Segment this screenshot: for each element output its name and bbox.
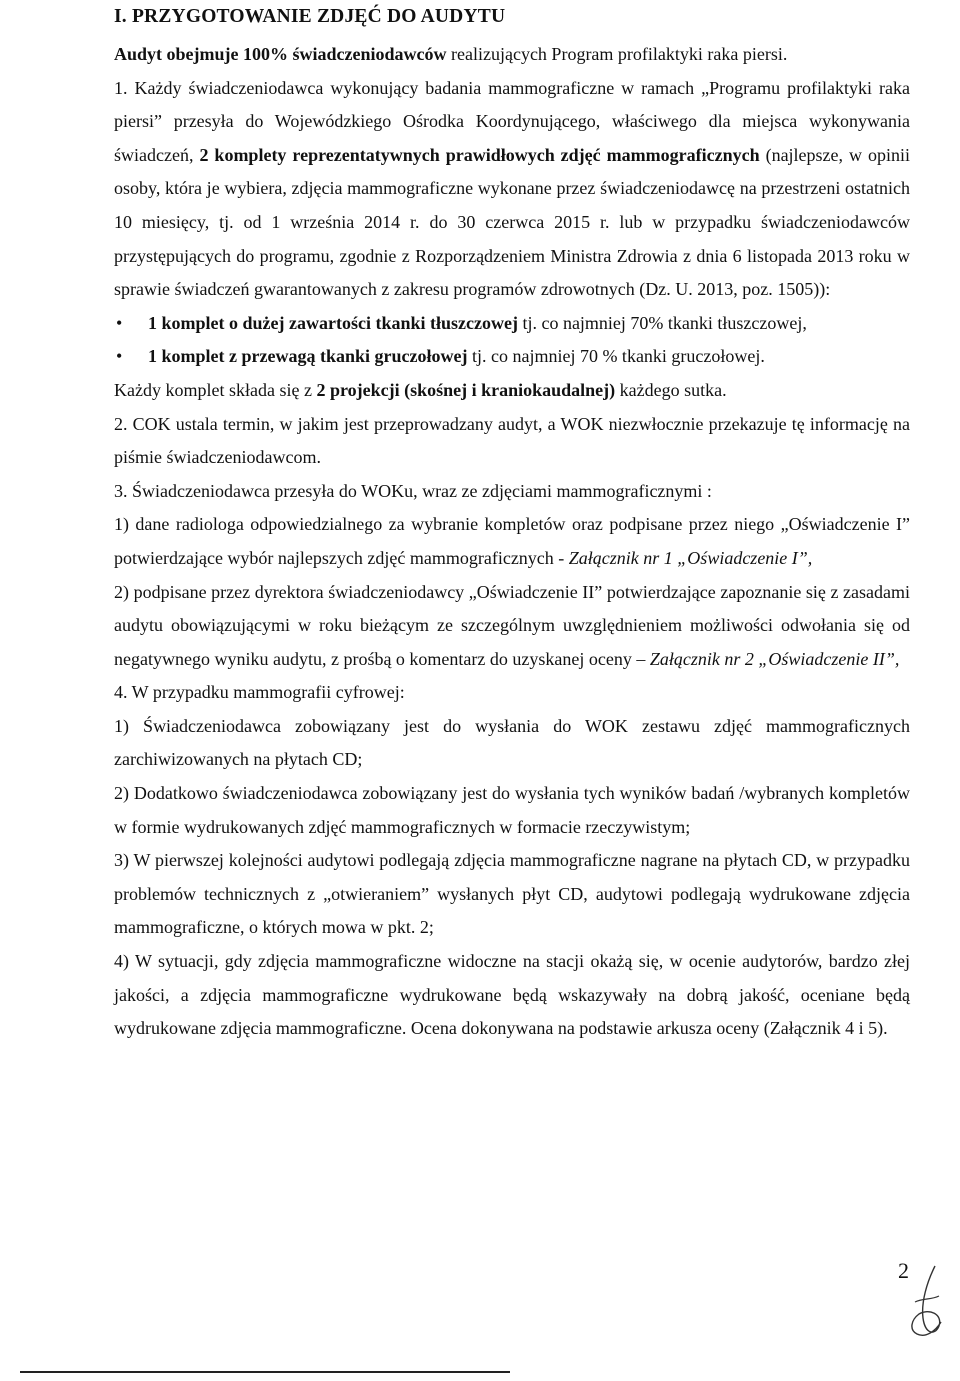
bullet1-bold: 1 komplet o dużej zawartości tkanki tłuszczowej: [148, 312, 518, 333]
d3: każdego sutka.: [615, 379, 727, 400]
intro-paragraph: [114, 38, 910, 72]
s3p2-text: 2) podpisane przez dyrektora świadczeniodawcy „Oświadczenie II” potwierdzające zapoznanie się z zasadami audytu obowiązującymi w roku bieżącym ze szczególnym uwzględnieniem możliwości odwołania się od negatywnego wyniku audytu, z prośbą o komentarz do uzyskanej oceny –: [114, 581, 910, 669]
footer-line: [20, 1371, 510, 1373]
section-4-point-1: 1) Świadczeniodawca zobowiązany jest do wysłania do WOK zestawu zdjęć mammograficznych zarchiwizowanych na płytach CD;: [114, 715, 910, 770]
s3p1-text: 1) dane radiologa odpowiedzialnego za wybranie kompletów oraz podpisane przez niego „Oświadczenie I” potwierdzające wybór najlepszych zdjęć mammograficznych -: [114, 514, 910, 568]
bullet-item-fat: [114, 307, 910, 341]
section-3-point-2: [114, 576, 910, 677]
bullet2-rest: tj. co najmniej 70 % tkanki gruczołowej.: [467, 346, 765, 367]
intro-rest: realizujących Program profilaktyki raka piersi.: [446, 44, 788, 64]
s3p2-italic: Załącznik nr 2 „Oświadczenie II”,: [649, 648, 900, 669]
bullet-list: [114, 307, 910, 374]
intro-bold: Audyt obejmuje 100% świadczeniodawców: [114, 44, 447, 64]
bullet-item-glandular: [114, 340, 910, 374]
s1-text-a: 1. Każdy świadczeniodawca wykonujący badania mammograficzne w ramach „Programu profilaktyki raka piersi” przesyła do Wojewódzkiego Ośrodka Koordynującego, właściwego dla miejsca wykonywania świadczeń,: [114, 77, 910, 165]
bullet1-rest: tj. co najmniej 70% tkanki tłuszczowej,: [517, 312, 807, 333]
section-4-point-3: 3) W pierwszej kolejności audytowi podlegają zdjęcia mammograficzne nagrane na płytach CD, w przypadku problemów technicznych z „otwieraniem” wysłanych płyt CD, audytowi podlegają wydrukowane zdjęcia mammograficzne, o których mowa w pkt. 2;: [114, 850, 910, 938]
section-4-point-2: 2) Dodatkowo świadczeniodawca zobowiązany jest do wysłania tych wyników badań /wybranych kompletów w formie wydrukowanych zdjęć mammograficznych w formacie rzeczywistym;: [114, 783, 910, 837]
signature-mark: [905, 1262, 945, 1342]
s1-text-c: (najlepsze, w opinii osoby, która je wybiera, zdjęcia mammograficzne wykonane przez świadczeniodawcę na przestrzeni ostatnich 10 miesięcy, tj. od 1 września 2014 r. do 30 czerwca 2015 r. lub w przypadku świadczeniodawców przystępujących do programu, zgodnie z Rozporządzeniem Ministra Zdrowia z dnia 6 listopada 2013 roku w sprawie świadczeń gwarantowanych z zakresu programów zdrowotnych (Dz. U. 2013, poz. 1505)):: [114, 144, 910, 300]
s1-bold-b: 2 komplety reprezentatywnych prawidłowych zdjęć mammograficznych: [199, 144, 760, 165]
d2: 2 projekcji (skośnej i kraniokaudalnej): [316, 379, 616, 400]
section-2-paragraph: 2. COK ustala termin, w jakim jest przeprowadzany audyt, a WOK niezwłocznie przekazuje tę informację na piśmie świadczeniodawcom.: [114, 413, 910, 468]
section-heading: I. PRZYGOTOWANIE ZDJĘĆ DO AUDYTU: [114, 6, 506, 27]
d1: Każdy komplet składa się z: [114, 379, 317, 400]
komplet-paragraph: [114, 374, 910, 408]
s3p1-italic: Załącznik nr 1 „Oświadczenie I”,: [568, 547, 813, 568]
page-number: 2: [898, 1258, 909, 1283]
section-4-point-4: 4) W sytuacji, gdy zdjęcia mammograficzne widoczne na stacji okażą się, w ocenie audytorów, bardzo złej jakości, a zdjęcia mammograficzne wydrukowane będą wskazywały na dobrą jakość, oceniane będą wydrukowane zdjęcia mammograficzne. Ocena dokonywana na podstawie arkusza oceny (Załącznik 4 i 5).: [114, 951, 910, 1039]
section-3-intro: 3. Świadczeniodawca przesyła do WOKu, wraz ze zdjęciami mammograficznymi :: [114, 480, 712, 501]
section-4-intro: 4. W przypadku mammografii cyfrowej:: [114, 682, 405, 703]
bullet2-bold: 1 komplet z przewagą tkanki gruczołowej: [148, 346, 468, 367]
section-1-paragraph: [114, 72, 910, 307]
section-3-point-1: [114, 508, 910, 575]
